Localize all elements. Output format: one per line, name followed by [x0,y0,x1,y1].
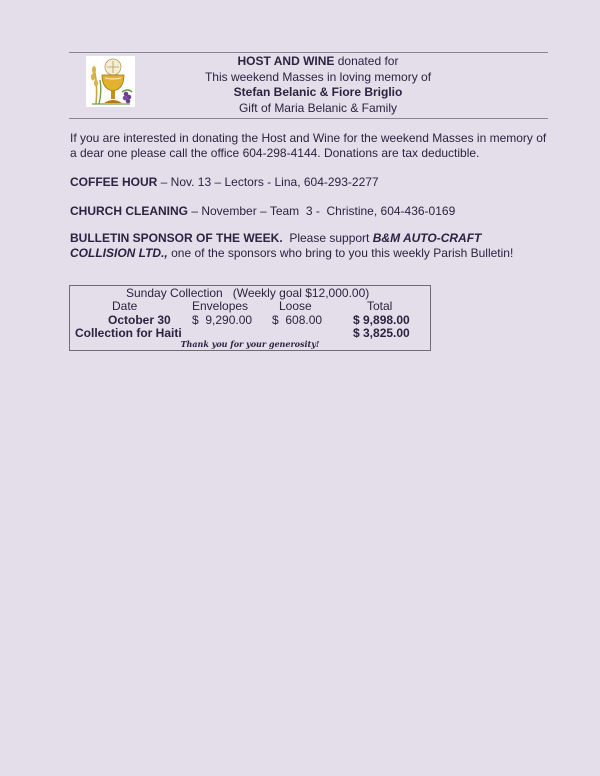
row1-date: October 30 [108,313,171,327]
bottom-divider [69,118,548,119]
collection-row-haiti [70,326,430,340]
church-cleaning-label: CHURCH CLEANING [70,204,188,218]
sunday-collection-box [69,285,431,351]
header-date: Date [112,299,138,313]
row2-total: $ 3,825.00 [353,326,410,340]
coffee-hour-notice [70,175,548,190]
host-heading-rest: donated for [334,54,399,68]
header-envelopes: Envelopes [192,299,249,313]
collection-row-october-30 [70,313,430,327]
top-divider [69,52,548,53]
host-heading-bold: HOST AND WINE [237,54,335,68]
thank-you-note: Thank you for your generosity! [180,339,320,349]
bulletin-sponsor-text-2: one of the sponsors who bring to you this weekly Parish Bulletin! [167,246,514,260]
church-cleaning-text: – November – Team 3 - Christine, 604-436-0169 [188,204,456,218]
row1-loose: $ 608.00 [272,313,323,327]
row1-total: $ 9,898.00 [353,313,410,327]
row2-label: Collection for Haiti [75,326,182,340]
bulletin-sponsor-text-1: Please support [282,231,373,245]
host-and-wine-section [69,54,548,118]
bulletin-sponsor-notice [70,231,548,261]
church-cleaning-notice [70,204,548,219]
memorial-names [159,85,477,101]
coffee-hour-text: – Nov. 13 – Lectors - Lina, 604-293-2277 [157,175,379,189]
memorial-names-bold: Stefan Belanic & Fiore Briglio [233,85,403,99]
host-and-wine-text [159,54,477,116]
header-total: Total [367,299,393,313]
row1-envelopes: $ 9,290.00 [192,313,253,327]
header-loose: Loose [279,299,312,313]
coffee-hour-label: COFFEE HOUR [70,175,158,189]
host-line-2: This weekend Masses in loving memory of [204,69,432,84]
host-heading [159,54,477,70]
donation-info-paragraph: If you are interested in donating the Host and Wine for the weekend Masses in memory of a dear one please call the office 604-298-4144. Donations are tax deductible. [70,131,547,160]
bulletin-sponsor-label: BULLETIN SPONSOR OF THE WEEK. [70,231,283,245]
sponsor-name: B&M AUTO-CRAFT COLLISION LTD., [70,231,482,260]
gift-line: Gift of Maria Belanic & Family [238,100,398,115]
collection-title: Sunday Collection (Weekly goal $12,000.00) [126,286,370,300]
chalice-icon [86,56,135,107]
